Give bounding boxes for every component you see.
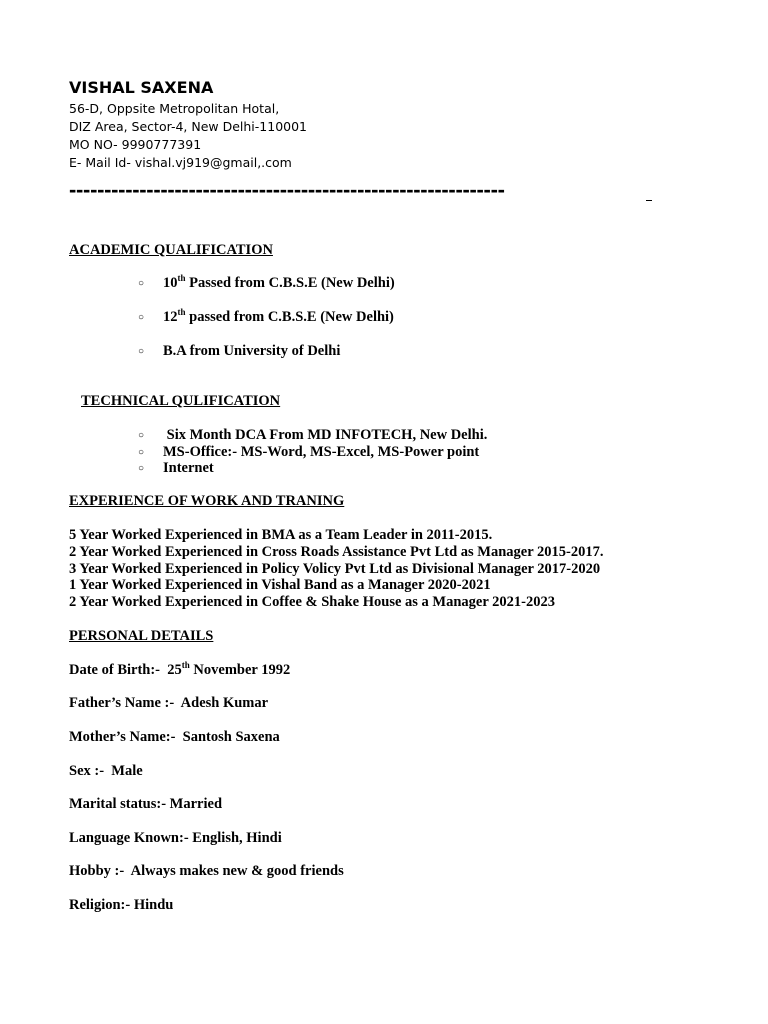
circle-bullet-icon: ○ bbox=[138, 430, 145, 441]
ordinal-suffix: th bbox=[177, 307, 186, 318]
academic-item-post: passed from C.B.S.E (New Delhi) bbox=[185, 309, 394, 325]
circle-bullet-icon: ○ bbox=[138, 447, 145, 458]
academic-item-pre: 12 bbox=[163, 309, 178, 325]
email-address: E- Mail Id- vishal.vj919@gmail,.com bbox=[69, 155, 292, 170]
experience-line: 2 Year Worked Experienced in Coffee & Shake House as a Manager 2021-2023 bbox=[69, 594, 555, 610]
technical-item-text: Internet bbox=[163, 460, 214, 476]
divider-underline bbox=[646, 200, 652, 201]
academic-item-post: Passed from C.B.S.E (New Delhi) bbox=[185, 275, 395, 291]
technical-item-text: Six Month DCA From MD INFOTECH, New Delhi. bbox=[163, 427, 488, 443]
hobby: Hobby :- Always makes new & good friends bbox=[69, 863, 344, 879]
fathers-name: Father’s Name :- Adesh Kumar bbox=[69, 695, 269, 711]
contact-header bbox=[69, 78, 307, 172]
address-line-1: 56-D, Oppsite Metropolitan Hotal, bbox=[69, 101, 280, 116]
experience-line: 3 Year Worked Experienced in Policy Volicy Pvt Ltd as Divisional Manager 2017-2020 bbox=[69, 561, 601, 577]
experience-line: 2 Year Worked Experienced in Cross Roads Assistance Pvt Ltd as Manager 2015-2017. bbox=[69, 544, 604, 560]
circle-bullet-icon: ○ bbox=[138, 463, 145, 474]
circle-bullet-icon: ○ bbox=[138, 278, 145, 289]
dob-value: November 1992 bbox=[189, 662, 291, 678]
personal-heading: PERSONAL DETAILS bbox=[69, 628, 214, 644]
academic-heading: ACADEMIC QUALIFICATION bbox=[69, 242, 273, 258]
academic-item-pre: 10 bbox=[163, 275, 178, 291]
technical-item-text: MS-Office:- MS-Word, MS-Excel, MS-Power point bbox=[163, 444, 480, 460]
religion: Religion:- Hindu bbox=[69, 897, 174, 913]
technical-heading: TECHNICAL QULIFICATION bbox=[81, 393, 281, 409]
languages-known: Language Known:- English, Hindi bbox=[69, 830, 282, 846]
dashed-divider: -------------------------------------------------------------- bbox=[69, 178, 505, 202]
experience-line: 5 Year Worked Experienced in BMA as a Team Leader in 2011-2015. bbox=[69, 527, 493, 543]
dob-label: Date of Birth:- 25 bbox=[69, 662, 182, 678]
ordinal-suffix: th bbox=[177, 273, 186, 284]
experience-line: 1 Year Worked Experienced in Vishal Band as a Manager 2020-2021 bbox=[69, 577, 491, 593]
circle-bullet-icon: ○ bbox=[138, 346, 145, 357]
mothers-name: Mother’s Name:- Santosh Saxena bbox=[69, 729, 280, 745]
sex: Sex :- Male bbox=[69, 763, 143, 779]
date-of-birth bbox=[69, 662, 290, 679]
candidate-name: VISHAL SAXENA bbox=[69, 78, 214, 97]
address-line-2: DIZ Area, Sector-4, New Delhi-110001 bbox=[69, 119, 308, 134]
ordinal-suffix: th bbox=[181, 660, 190, 671]
experience-heading: EXPERIENCE OF WORK AND TRANING bbox=[69, 493, 345, 509]
mobile-number: MO NO- 9990777391 bbox=[69, 137, 202, 152]
marital-status: Marital status:- Married bbox=[69, 796, 223, 812]
circle-bullet-icon: ○ bbox=[138, 312, 145, 323]
academic-item-text: B.A from University of Delhi bbox=[163, 343, 341, 359]
